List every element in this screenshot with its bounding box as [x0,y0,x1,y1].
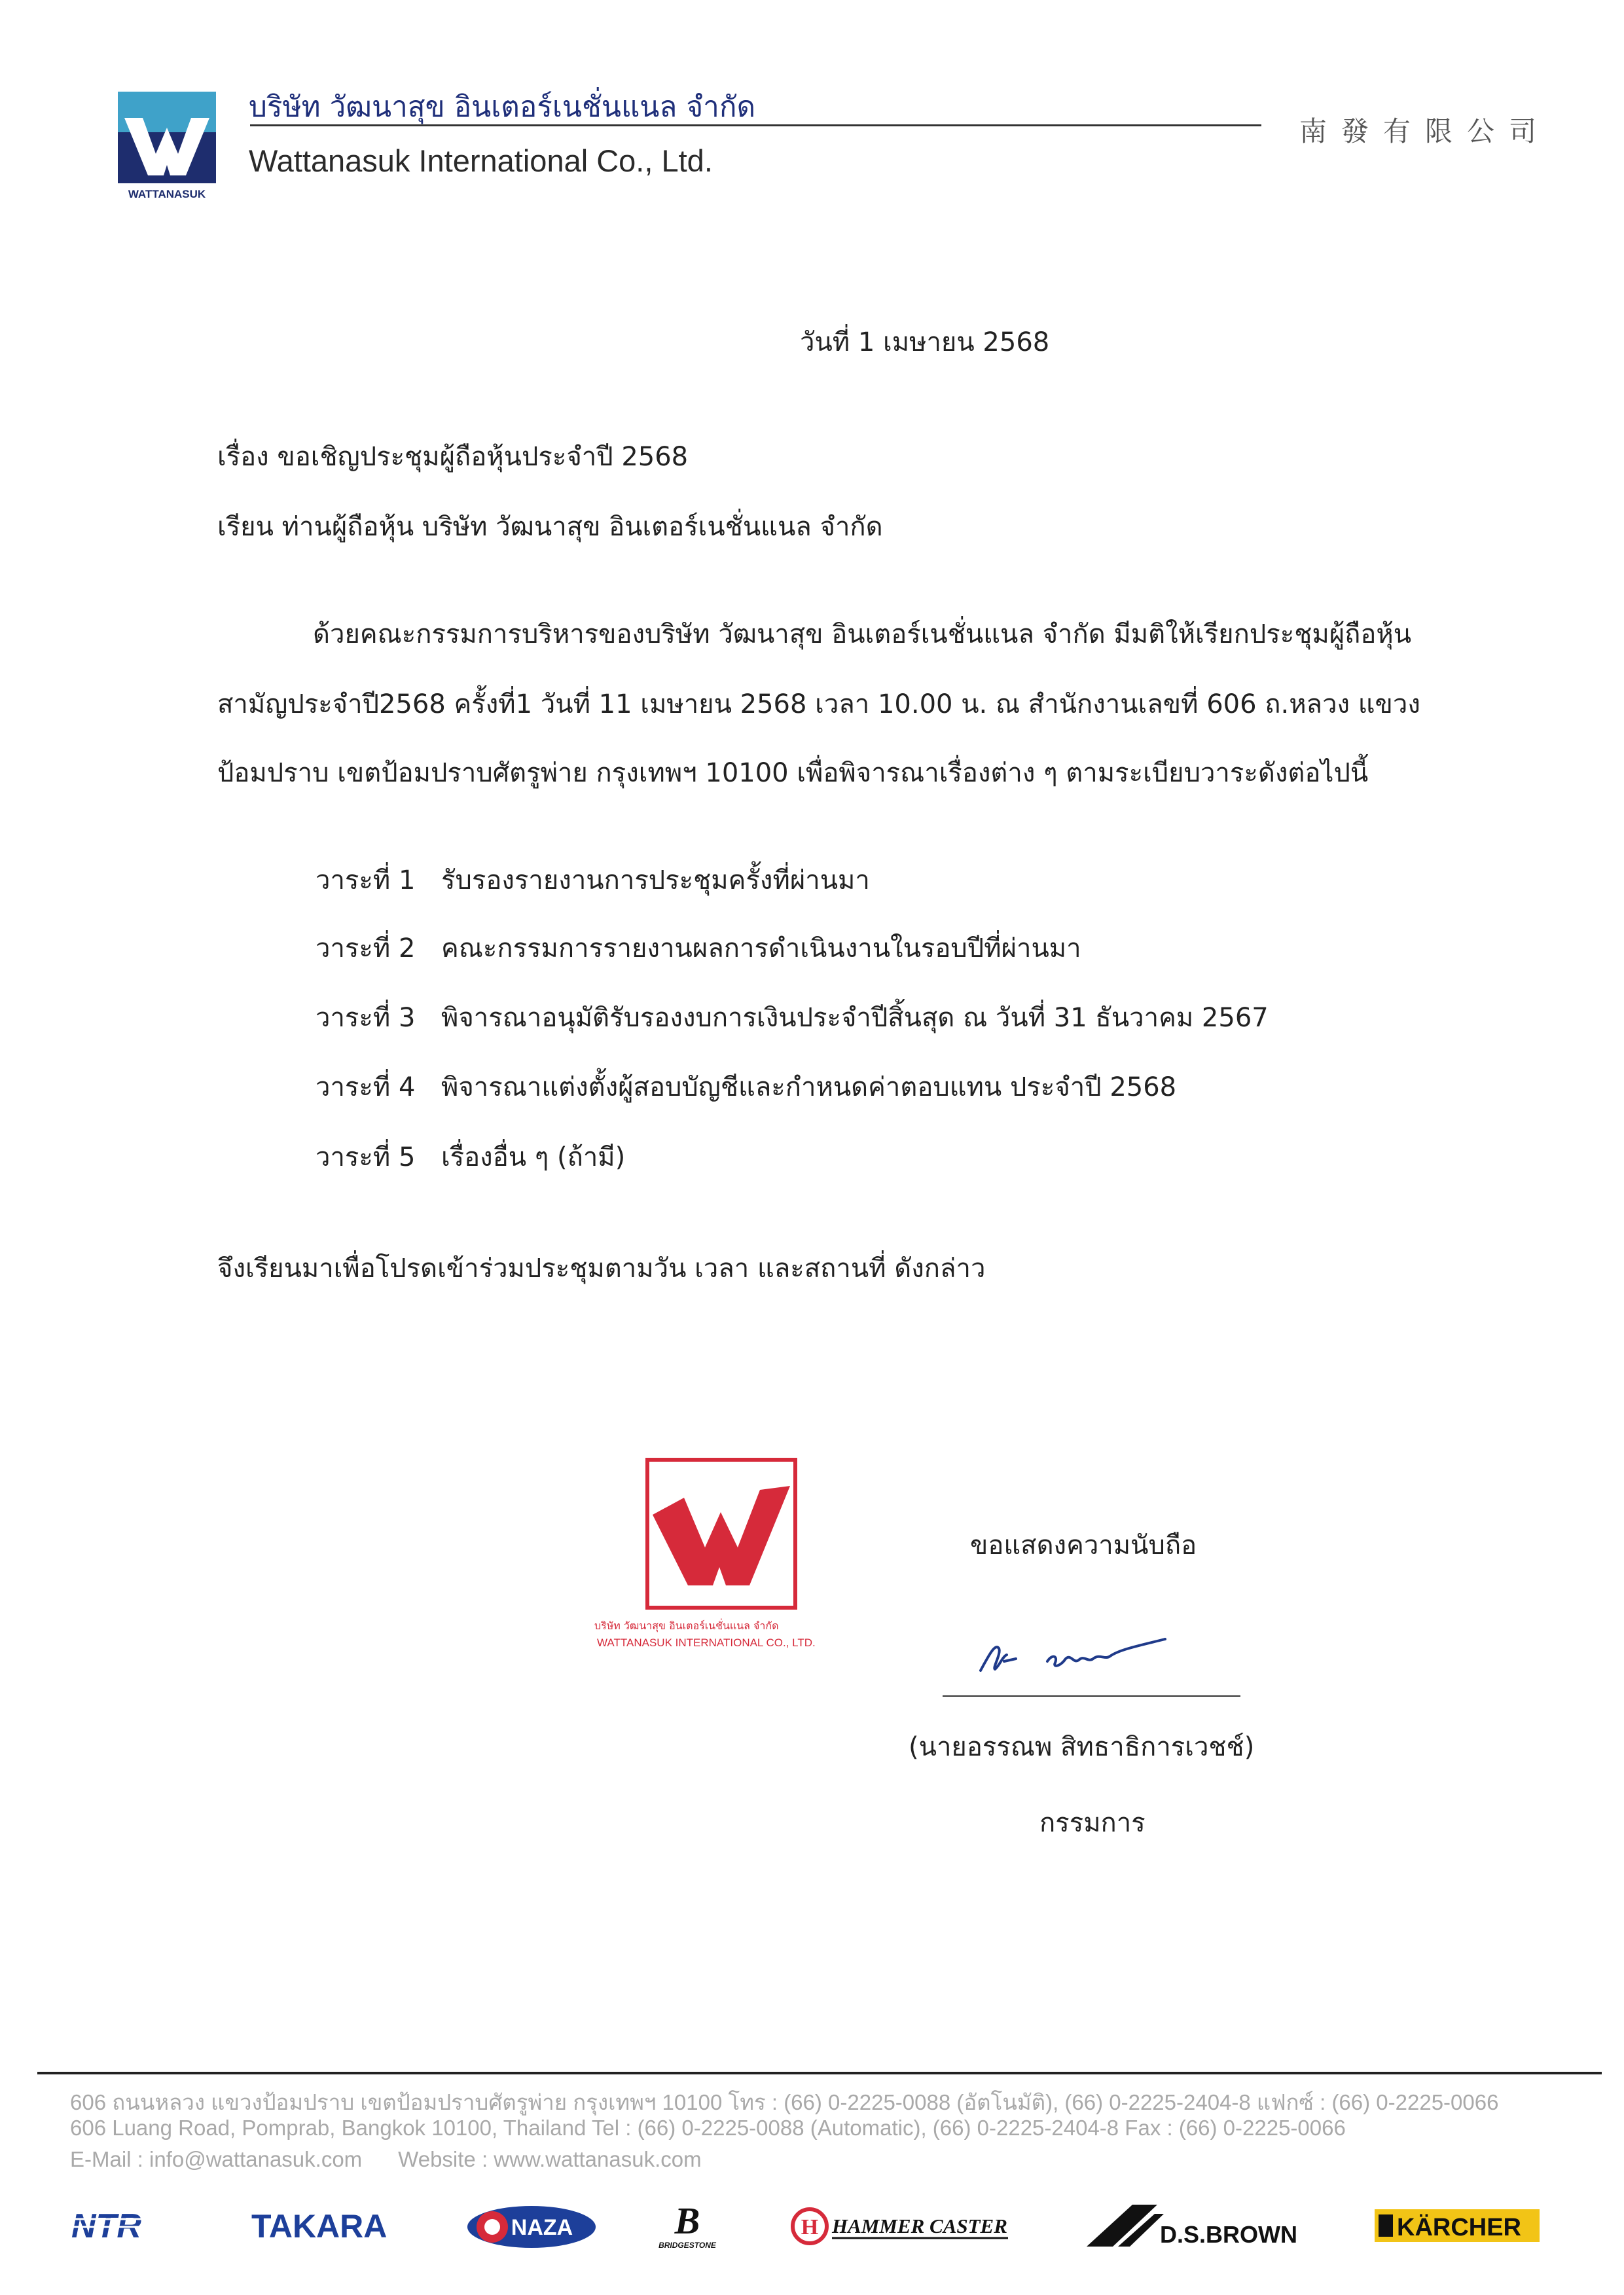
footer-divider [37,2072,1602,2074]
footer-contact [70,2147,702,2172]
paragraph-line-2: สามัญประจำปี2568 ครั้งที่1 วันที่ 11 เมษายน 2568 เวลา 10.00 น. ณ สำนักงานเลขที่ 606 ถ.หลวง แขวง [217,689,1420,719]
letter-subject: เรื่อง ขอเชิญประชุมผู้ถือหุ้นประจำปี 2568 [217,442,689,472]
agenda-text: พิจารณาอนุมัติรับรองงบการเงินประจำปีสิ้นสุด ณ วันที่ 31 ธันวาคม 2567 [441,1003,1269,1033]
signature-line [943,1695,1240,1697]
takara-logo-icon [249,2206,406,2245]
wattanasuk-logo-icon [118,92,216,203]
agenda-text: รับรองรายงานการประชุมครั้งที่ผ่านมา [441,865,870,895]
svg-text:D.S.BROWN: D.S.BROWN [1160,2221,1297,2248]
signer-name: (นายอรรณพ สิทธาธิการเวชช์) [909,1732,1255,1762]
hammer-caster-logo-icon [789,2203,1015,2249]
header-divider [250,124,1261,126]
handwritten-signature [975,1630,1172,1682]
brand-logo-naza [465,2199,599,2252]
svg-text:NAZA: NAZA [511,2215,573,2240]
ds-brown-logo-icon [1087,2199,1299,2252]
bridgestone-logo-icon [648,2199,727,2252]
brand-logo-bridgestone [648,2199,727,2252]
signature-icon [975,1630,1172,1682]
svg-text:BRIDGESTONE: BRIDGESTONE [659,2241,716,2250]
stamp-w-logo-icon [645,1457,798,1610]
brand-logo-karcher [1375,2199,1546,2252]
letter-date: วันที่ 1 เมษายน 2568 [800,327,1050,357]
agenda-number: วาระที่ 4 [316,1072,416,1102]
company-stamp [645,1457,798,1610]
paragraph-line-1: ด้วยคณะกรรมการบริหารของบริษัท วัฒนาสุข อินเตอร์เนชั่นแนล จำกัด มีมติให้เรียกประชุมผู้ถือหุ้น [313,619,1412,649]
footer-email: E-Mail : info@wattanasuk.com [70,2147,363,2171]
company-name-thai: บริษัท วัฒนาสุข อินเตอร์เนชั่นแนล จำกัด [249,90,756,124]
agenda-number: วาระที่ 1 [316,865,416,895]
stamp-text-english: WATTANASUK INTERNATIONAL CO., LTD. [597,1636,816,1649]
svg-text:HAMMER CASTER: HAMMER CASTER [832,2214,1007,2237]
footer-address-thai: 606 ถนนหลวง แขวงป้อมปราบ เขตป้อมปราบศัตรูพ่าย กรุงเทพฯ 10100 โทร : (66) 0-2225-0088 (อัตโนมัติ), (66) 0-2225-2404-8 แฟกซ์ : (66) 0-2225-0066 [70,2090,1499,2114]
svg-text:TAKARA: TAKARA [251,2208,388,2245]
brand-logo-ds-brown [1087,2199,1299,2252]
closing-sentence: จึงเรียนมาเพื่อโปรดเข้าร่วมประชุมตามวัน เวลา และสถานที่ ดังกล่าว [217,1254,986,1284]
agenda-text: เรื่องอื่น ๆ (ถ้ามี) [441,1142,626,1172]
agenda-text: พิจารณาแต่งตั้งผู้สอบบัญชีและกำหนดค่าตอบแทน ประจำปี 2568 [441,1072,1177,1102]
agenda-number: วาระที่ 2 [316,933,416,964]
agenda-number: วาระที่ 3 [316,1003,416,1033]
agenda-number: วาระที่ 5 [316,1142,416,1172]
naza-logo-icon [465,2199,599,2252]
paragraph-line-3: ป้อมปราบ เขตป้อมปราบศัตรูพ่าย กรุงเทพฯ 10100 เพื่อพิจารณาเรื่องต่าง ๆ ตามระเบียบวาระดังต่อไปนี้ [217,758,1369,788]
company-name-chinese: 南發有限公司 [1299,115,1551,147]
agenda-item [316,1066,1176,1108]
agenda-text: คณะกรรมการรายงานผลการดำเนินงานในรอบปีที่ผ่านมา [441,933,1081,964]
stamp-text-thai: บริษัท วัฒนาสุข อินเตอร์เนชั่นแนล จำกัด [594,1619,779,1632]
company-logo [118,92,216,203]
regards-text: ขอแสดงความนับถือ [970,1530,1197,1561]
karcher-logo-icon [1375,2203,1546,2249]
svg-text:NTR: NTR [71,2207,141,2245]
brand-logo-ntr [69,2199,183,2252]
svg-text:H: H [801,2215,819,2239]
footer-website: Website : www.wattanasuk.com [398,2147,702,2171]
footer-address-english: 606 Luang Road, Pomprab, Bangkok 10100, Thailand Tel : (66) 0-2225-0088 (Automatic), (66) 0-2225-2404-8 Fax : (66) 0-2225-0066 [70,2116,1346,2140]
company-name-english: Wattanasuk International Co., Ltd. [249,143,713,178]
svg-text:B: B [674,2199,700,2242]
svg-text:KÄRCHER: KÄRCHER [1397,2214,1521,2241]
agenda-item [316,859,870,901]
agenda-item [316,996,1269,1038]
letter-recipient: เรียน ท่านผู้ถือหุ้น บริษัท วัฒนาสุข อินเตอร์เนชั่นแนล จำกัด [217,512,883,542]
brand-logo-takara [249,2199,406,2252]
logo-caption: WATTANASUK [128,188,206,200]
signer-position: กรรมการ [1039,1808,1146,1838]
agenda-item [316,927,1081,969]
brand-logo-hammer-caster [789,2199,1015,2252]
ntr-logo-icon [69,2206,183,2245]
agenda-item [316,1136,625,1178]
